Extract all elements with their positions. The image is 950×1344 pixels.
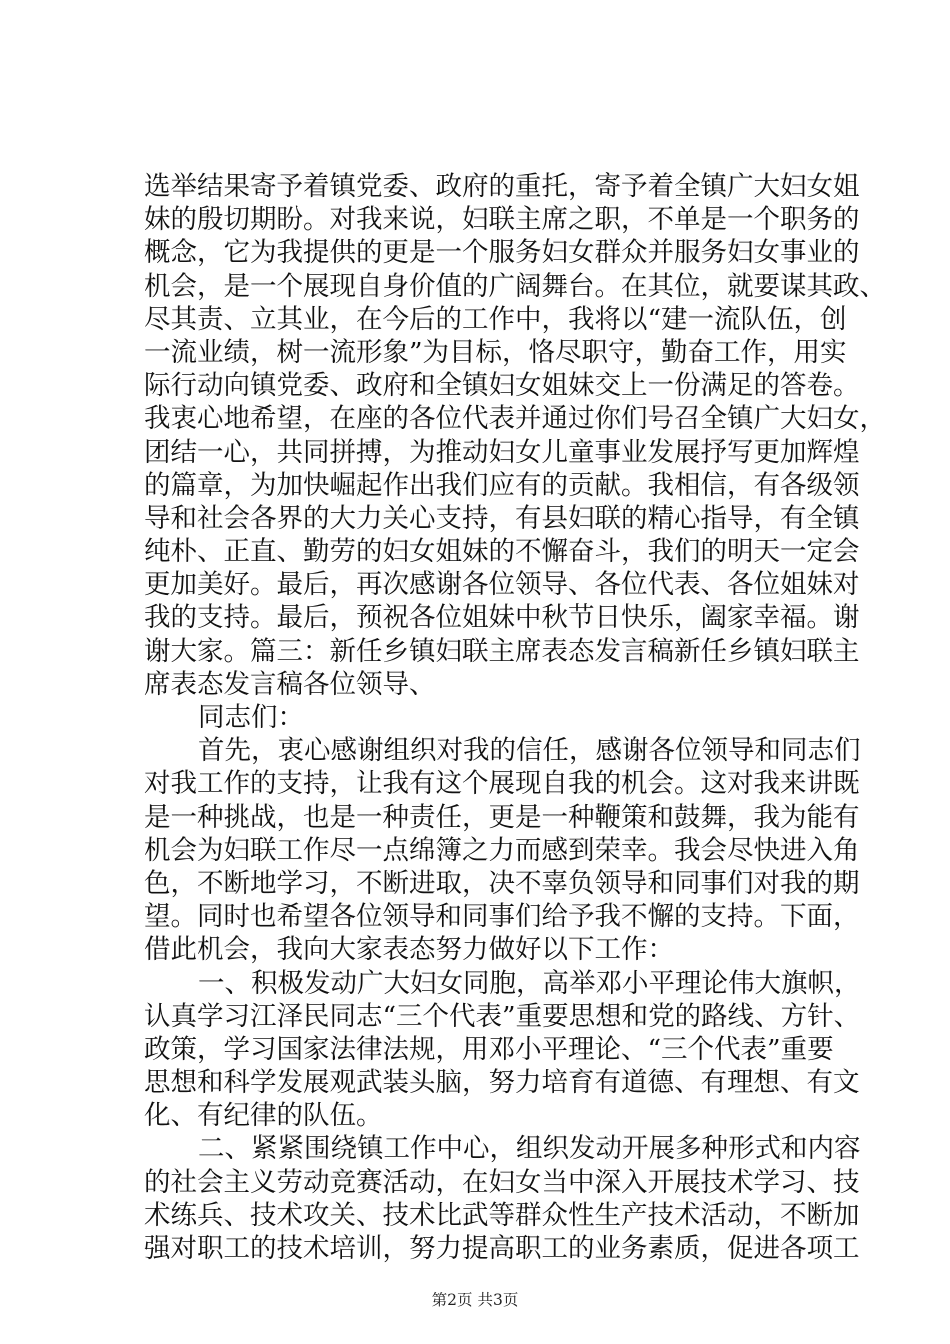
- text-line: 一流业绩，树一流形象”为目标，恪尽职守，勤奋工作，用实: [144, 336, 847, 368]
- text-line: 更加美好。最后，再次感谢各位领导、各位代表、各位姐妹对: [144, 569, 860, 601]
- text-line: 机会，是一个展现自身价值的广阔舞台。在其位，就要谋其政、: [144, 270, 886, 302]
- text-line: 望。同时也希望各位领导和同事们给予我不懈的支持。下面，: [144, 901, 860, 933]
- text-line: 是一种挑战，也是一种责任，更是一种鞭策和鼓舞，我为能有: [144, 801, 860, 833]
- text-line: 色，不断地学习，不断进取，决不辜负领导和同事们对我的期: [144, 867, 860, 899]
- document-body: [144, 170, 886, 1265]
- text-line: 一、积极发动广大妇女同胞，高举邓小平理论伟大旗帜，: [198, 967, 861, 999]
- text-line: 思想和科学发展观武装头脑，努力培育有道德、有理想、有文: [144, 1067, 860, 1099]
- text-line: 尽其责、立其业，在今后的工作中，我将以“建一流队伍，创: [144, 303, 847, 335]
- text-line: 概念，它为我提供的更是一个服务妇女群众并服务妇女事业的: [144, 237, 860, 269]
- text-line: 我的支持。最后，预祝各位姐妹中秋节日快乐，阖家幸福。谢: [144, 602, 860, 634]
- text-line: 对我工作的支持，让我有这个展现自我的机会。这对我来讲既: [144, 768, 860, 800]
- text-line: 选举结果寄予着镇党委、政府的重托，寄予着全镇广大妇女姐: [144, 171, 860, 202]
- text-line: 强对职工的技术培训，努力提高职工的业务素质，促进各项工: [144, 1233, 860, 1264]
- text-line: 认真学习江泽民同志“三个代表”重要思想和党的路线、方针、: [144, 1000, 861, 1032]
- text-line: 借此机会，我向大家表态努力做好以下工作：: [144, 934, 674, 966]
- text-line: 导和社会各界的大力关心支持，有县妇联的精心指导，有全镇: [144, 502, 860, 534]
- text-line: 的篇章，为加快崛起作出我们应有的贡献。我相信，有各级领: [144, 469, 860, 501]
- text-line: 妹的殷切期盼。对我来说，妇联主席之职，不单是一个职务的: [144, 204, 860, 236]
- text-line: 术练兵、技术攻关、技术比武等群众性生产技术活动，不断加: [144, 1199, 860, 1231]
- text-line: 化、有纪律的队伍。: [144, 1100, 383, 1132]
- text-line: 谢大家。篇三：新任乡镇妇联主席表态发言稿新任乡镇妇联主: [144, 635, 860, 667]
- text-line: 际行动向镇党委、政府和全镇妇女姐妹交上一份满足的答卷。: [144, 370, 860, 402]
- text-line: 我衷心地希望，在座的各位代表并通过你们号召全镇广大妇女，: [144, 403, 886, 435]
- text-line: 政策，学习国家法律法规，用邓小平理论、“三个代表”重要: [144, 1033, 834, 1065]
- text-line: 二、紧紧围绕镇工作中心，组织发动开展多种形式和内容: [198, 1133, 861, 1165]
- text-line: 同志们：: [198, 702, 304, 733]
- page-footer: 第2页 共3页: [431, 1291, 519, 1309]
- text-line: 的社会主义劳动竞赛活动，在妇女当中深入开展技术学习、技: [144, 1166, 860, 1198]
- text-line: 团结一心，共同拼搏，为推动妇女儿童事业发展抒写更加辉煌: [144, 436, 860, 468]
- text-line: 首先，衷心感谢组织对我的信任，感谢各位领导和同志们: [198, 735, 861, 767]
- text-line: 席表态发言稿各位领导、: [144, 668, 436, 700]
- text-line: 纯朴、正直、勤劳的妇女姐妹的不懈奋斗，我们的明天一定会: [144, 536, 860, 568]
- text-line: 机会为妇联工作尽一点绵簿之力而感到荣幸。我会尽快进入角: [144, 834, 860, 866]
